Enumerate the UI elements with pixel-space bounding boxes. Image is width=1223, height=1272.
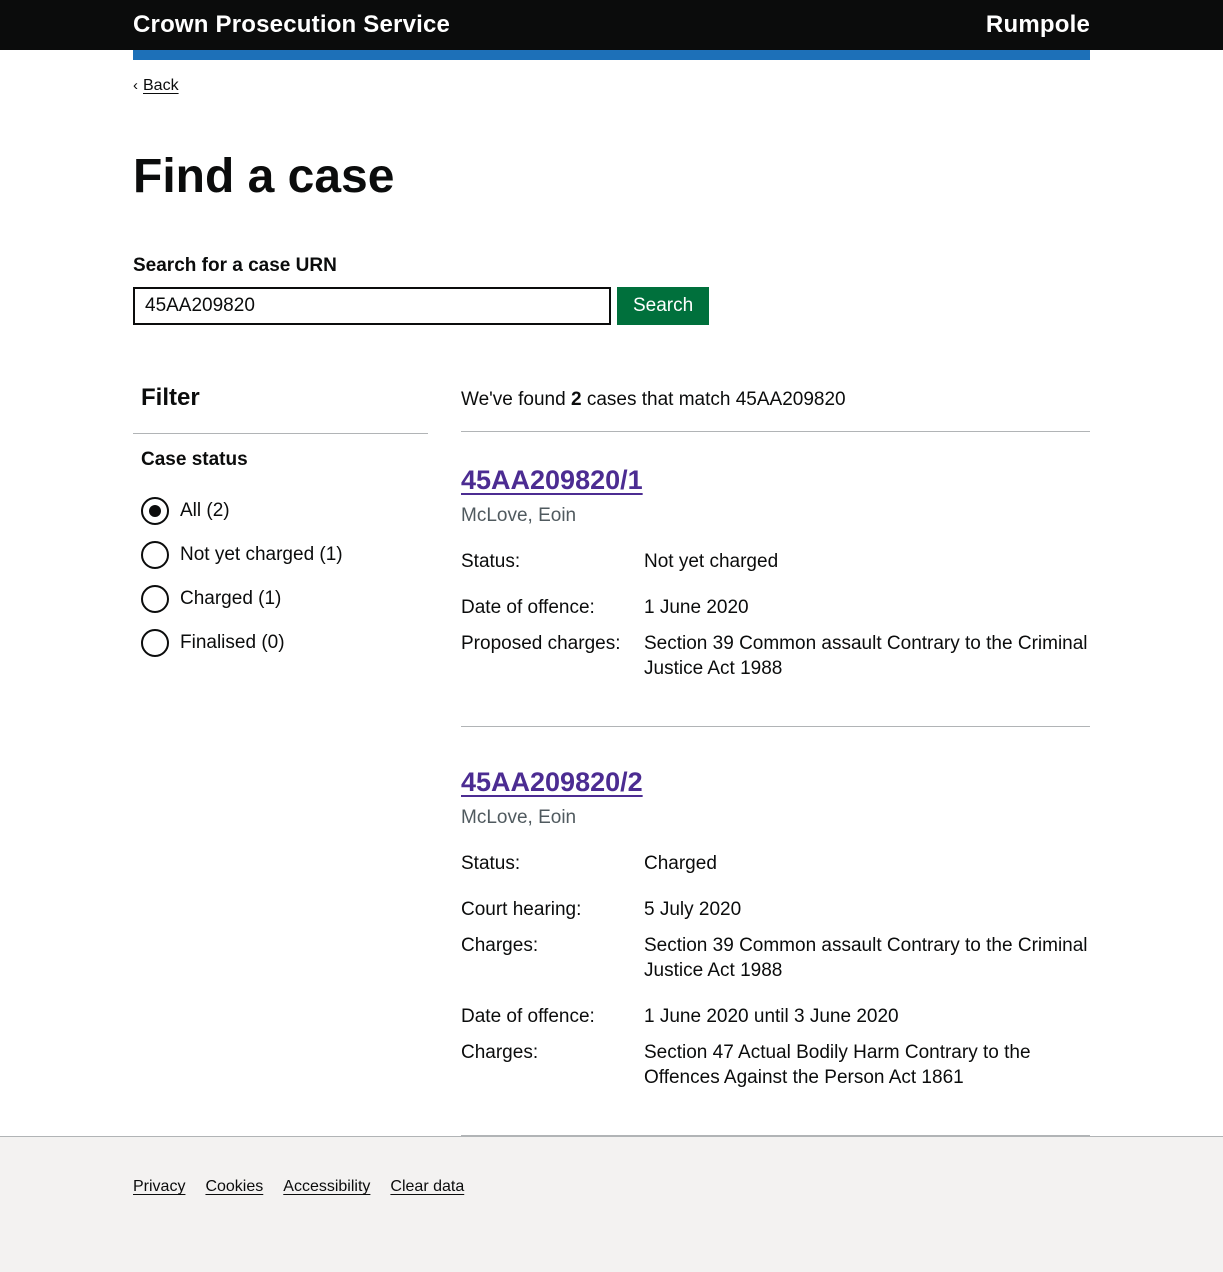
case-result-2 <box>461 767 1090 1136</box>
detail-label: Status: <box>461 853 521 874</box>
footer-link-privacy[interactable]: Privacy <box>133 1178 186 1195</box>
results-summary <box>461 389 1090 411</box>
radio-button-icon[interactable] <box>141 541 169 569</box>
back-link[interactable] <box>133 77 179 94</box>
search-label: Search for a case URN <box>133 255 337 276</box>
radio-option-label: Charged (1) <box>180 588 282 609</box>
detail-label: Charges: <box>461 1042 539 1063</box>
chevron-left-icon: ‹ <box>133 77 138 94</box>
detail-label: Proposed charges: <box>461 633 621 654</box>
case-status-group-label: Case status <box>141 449 248 470</box>
radio-option-label: Finalised (0) <box>180 632 285 653</box>
case-detail-row <box>461 933 1090 983</box>
content-container <box>133 60 1090 1136</box>
detail-value: 1 June 2020 <box>644 597 749 618</box>
search-input[interactable] <box>133 287 611 325</box>
detail-value: 5 July 2020 <box>644 899 742 920</box>
detail-value: Not yet charged <box>644 551 779 572</box>
detail-label: Status: <box>461 551 521 572</box>
case-result-1 <box>461 465 1090 727</box>
footer-link-accessibility[interactable]: Accessibility <box>283 1178 371 1195</box>
radio-option-label: All (2) <box>180 500 230 521</box>
radio-option-finalised[interactable] <box>133 629 428 657</box>
radio-option-label: Not yet charged (1) <box>180 544 343 565</box>
case-urn-link[interactable]: 45AA209820/1 <box>461 465 643 495</box>
detail-label: Date of offence: <box>461 597 595 618</box>
service-name: Crown Prosecution Service <box>133 11 451 38</box>
detail-label: Date of offence: <box>461 1006 595 1027</box>
back-row <box>133 77 1090 95</box>
case-detail-row <box>461 595 1090 620</box>
detail-label: Court hearing: <box>461 899 582 920</box>
results-summary-suffix: cases that match 45AA209820 <box>581 389 846 410</box>
radio-option-charged[interactable] <box>133 585 428 613</box>
case-detail-row <box>461 897 1090 922</box>
detail-value: Charged <box>644 853 717 874</box>
filter-panel <box>133 384 428 673</box>
detail-label: Charges: <box>461 935 539 956</box>
search-block <box>133 255 1090 325</box>
case-detail-row <box>461 1004 1090 1029</box>
case-detail-row <box>461 631 1090 681</box>
filter-title: Filter <box>133 384 428 434</box>
radio-button-icon[interactable] <box>141 497 169 525</box>
header-accent-bar <box>133 50 1090 60</box>
case-defendant: McLove, Eoin <box>461 807 577 828</box>
detail-value: Section 39 Common assault Contrary to the Criminal Justice Act 1988 <box>644 633 1088 679</box>
case-defendant: McLove, Eoin <box>461 505 577 526</box>
search-button[interactable]: Search <box>617 287 709 325</box>
back-link-label: Back <box>143 77 179 94</box>
detail-value: Section 39 Common assault Contrary to the Criminal Justice Act 1988 <box>644 935 1088 981</box>
radio-option-not-yet-charged[interactable] <box>133 541 428 569</box>
page-title: Find a case <box>133 150 395 203</box>
results-divider <box>461 431 1090 432</box>
radio-option-all[interactable] <box>133 497 428 525</box>
case-detail-row <box>461 549 1090 574</box>
radio-button-icon[interactable] <box>141 585 169 613</box>
main <box>133 384 1090 1136</box>
results-count: 2 <box>570 389 582 410</box>
case-urn-link[interactable]: 45AA209820/2 <box>461 767 643 797</box>
case-detail-row <box>461 851 1090 876</box>
radio-button-icon[interactable] <box>141 629 169 657</box>
results-panel <box>461 384 1090 1136</box>
case-detail-row <box>461 1040 1090 1090</box>
footer-link-cookies[interactable]: Cookies <box>205 1178 264 1195</box>
app-header <box>0 0 1223 50</box>
detail-value: Section 47 Actual Bodily Harm Contrary to the Offences Against the Person Act 1861 <box>644 1042 1031 1088</box>
app-footer <box>0 1136 1223 1272</box>
detail-value: 1 June 2020 until 3 June 2020 <box>644 1006 899 1027</box>
footer-link-clear-data[interactable]: Clear data <box>390 1178 465 1195</box>
signed-in-user: Rumpole <box>985 11 1090 38</box>
results-summary-prefix: We've found <box>461 389 571 410</box>
